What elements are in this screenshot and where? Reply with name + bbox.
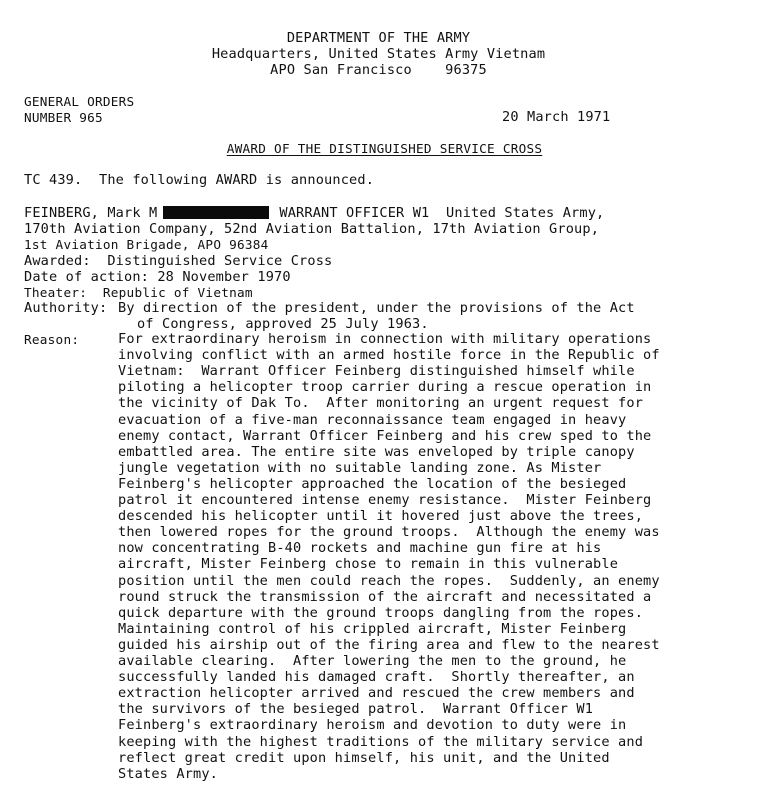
recipient-line — [24, 205, 604, 221]
recipient-unit: 170th Aviation Company, 52nd Aviation Battalion, 17th Aviation Group, — [24, 221, 600, 237]
date-of-action-line: Date of action: 28 November 1970 — [24, 269, 291, 285]
reason-line: enemy contact, Warrant Officer Feinberg and his crew sped to the — [118, 427, 652, 444]
recipient-rank: WARRANT OFFICER W1 United States Army, — [279, 205, 605, 221]
authority-label: Authority: — [24, 300, 108, 316]
reason-line: Feinberg's extraordinary heroism and devotion to duty were in — [118, 717, 627, 734]
reason-line: the vicinity of Dak To. After monitoring an urgent request for — [118, 395, 644, 412]
reason-line: evacuation of a five-man reconnaissance team engaged in heavy — [118, 411, 627, 428]
reason-line: successfully landed his damaged craft. Shortly thereafter, an — [118, 669, 635, 686]
department-heading: DEPARTMENT OF THE ARMY — [286, 30, 471, 46]
recipient-name: FEINBERG, Mark M — [24, 205, 158, 221]
reason-line: descended his helicopter until it hovered just above the trees, — [118, 508, 644, 525]
reason-line: guided his airship out of the firing area and flew to the nearest — [118, 636, 660, 653]
reason-line: reflect great credit upon himself, his unit, and the United — [118, 749, 610, 766]
reason-line: position until the men could reach the ropes. Suddenly, an enemy — [118, 572, 660, 589]
reason-line: the survivors of the besieged patrol. Warrant Officer W1 — [118, 701, 594, 718]
reason-line: Vietnam: Warrant Officer Feinberg distinguished himself while — [118, 363, 635, 380]
reason-line: round struck the transmission of the aircraft and necessitated a — [118, 588, 652, 605]
reason-line: involving conflict with an armed hostile force in the Republic of — [118, 347, 660, 364]
reason-line: now concentrating B-40 rockets and machine gun fire at his — [118, 540, 602, 557]
reason-label: Reason: — [24, 332, 80, 347]
reason-line: For extraordinary heroism in connection with military operations — [118, 331, 652, 347]
reason-line: piloting a helicopter troop carrier during a rescue operation in — [118, 379, 652, 396]
reason-line: States Army. — [118, 765, 219, 782]
theater-line: Theater: Republic of Vietnam — [24, 285, 253, 300]
awarded-line: Awarded: Distinguished Service Cross — [24, 253, 333, 269]
reason-line: patrol it encountered intense enemy resistance. Mister Feinberg — [118, 492, 652, 508]
authority-text-2: of Congress, approved 25 July 1963. — [137, 316, 429, 332]
reason-line: Feinberg's helicopter approached the location of the besieged — [118, 475, 627, 492]
order-number: NUMBER 965 — [24, 110, 103, 125]
reason-line: Maintaining control of his crippled aircraft, Mister Feinberg — [118, 620, 627, 637]
headquarters-heading: Headquarters, United States Army Vietnam — [211, 46, 546, 62]
award-title: AWARD OF THE DISTINGUISHED SERVICE CROSS — [226, 141, 543, 156]
reason-line: keeping with the highest traditions of the military service and — [118, 733, 644, 750]
general-orders-label: GENERAL ORDERS — [24, 94, 135, 109]
order-date: 20 March 1971 — [502, 109, 611, 125]
reason-line: jungle vegetation with no suitable landing zone. As Mister — [118, 459, 602, 476]
authority-text-1: By direction of the president, under the provisions of the Act — [118, 300, 635, 316]
reason-line: extraction helicopter arrived and rescued the crew members and — [118, 685, 635, 702]
reason-line: embattled area. The entire site was enveloped by triple canopy — [118, 443, 635, 460]
reason-line: aircraft, Mister Feinberg chose to remain in this vulnerable — [118, 556, 619, 573]
recipient-brigade: 1st Aviation Brigade, APO 96384 — [24, 237, 269, 252]
tc-announcement: TC 439. The following AWARD is announced. — [24, 172, 375, 188]
reason-line: then lowered ropes for the ground troops. Although the enemy was — [118, 524, 660, 541]
redaction-bar — [163, 206, 269, 219]
reason-line: available clearing. After lowering the men to the ground, he — [118, 653, 627, 669]
apo-heading: APO San Francisco 96375 — [270, 62, 487, 78]
reason-line: quick departure with the ground troops dangling from the ropes. — [118, 604, 644, 621]
